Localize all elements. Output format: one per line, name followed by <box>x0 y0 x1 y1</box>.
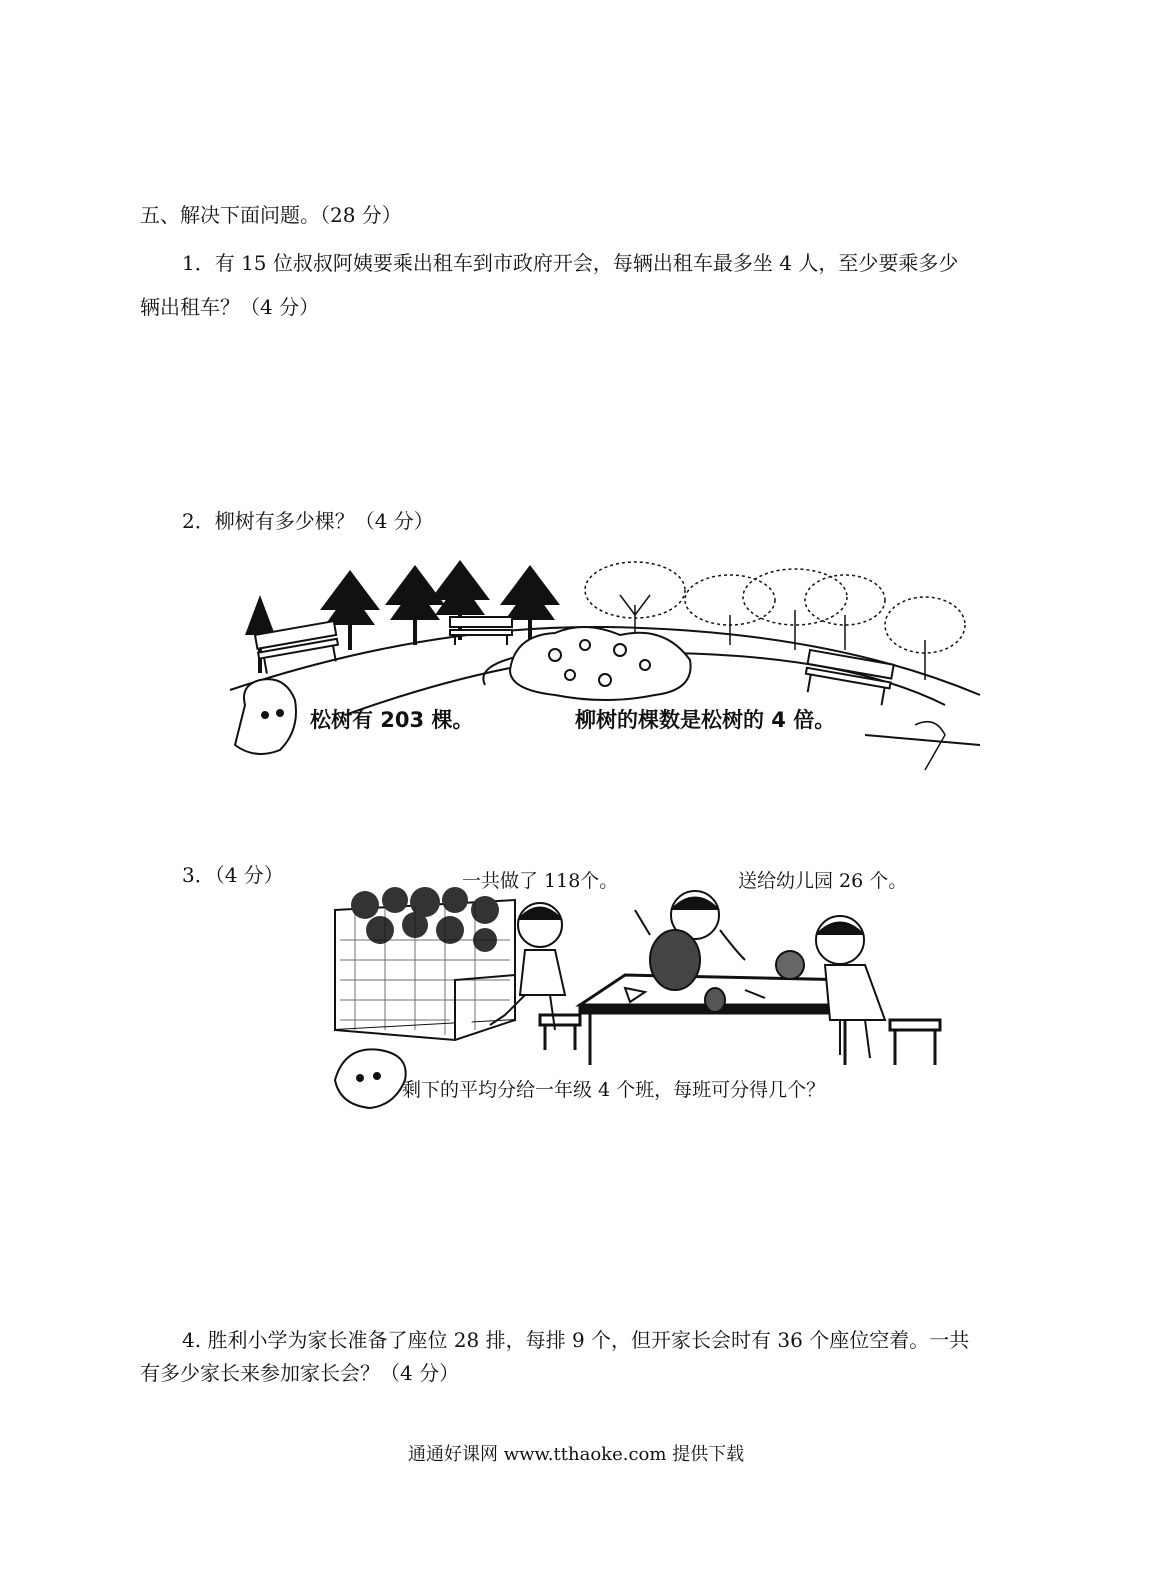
q1-line1: 1．有 15 位叔叔阿姨要乘出租车到市政府开会，每辆出租车最多坐 4 人，至少要乘多少 <box>182 251 959 275</box>
caption-willow: 柳树的棵数是松树的 4 倍。 <box>575 708 836 732</box>
section-title: 五、解决下面问题。（28 分） <box>140 203 402 227</box>
q4-line1: 4. 胜利小学为家长准备了座位 28 排，每排 9 个，但开家长会时有 36 个座位空着。一共 <box>182 1328 970 1352</box>
q4-line2: 有多少家长来参加家长会？（4 分） <box>140 1361 460 1385</box>
bubble-made: 一共做了 118个。 <box>462 870 619 892</box>
q2-prompt: 2．柳树有多少棵？（4 分） <box>182 509 434 533</box>
caption-pine: 松树有 203 棵。 <box>310 708 474 732</box>
bubble-gift: 送给幼儿园 26 个。 <box>738 870 908 892</box>
q3-question: 剩下的平均分给一年级 4 个班，每班可分得几个？ <box>402 1079 826 1101</box>
q1-line2: 辆出租车？（4 分） <box>140 295 320 319</box>
footer-text: 通通好课网 www.tthaoke.com 提供下载 <box>408 1444 745 1465</box>
q3-prompt: 3．（4 分） <box>182 863 284 887</box>
park-illustration <box>225 555 985 780</box>
